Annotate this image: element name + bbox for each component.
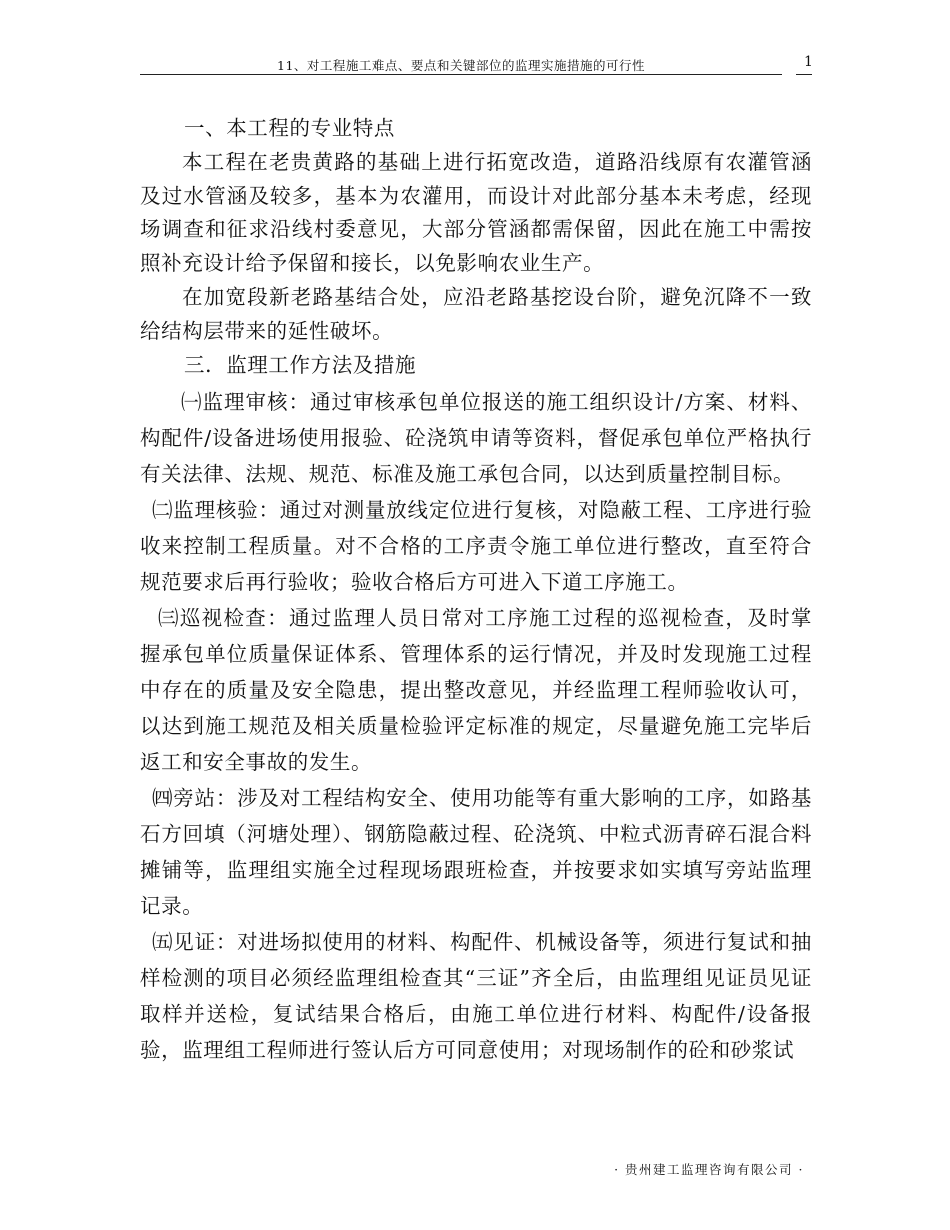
page-number-rule [796, 74, 812, 75]
header-rule [140, 74, 782, 75]
paragraph-2: 在加宽段新老路基结合处，应沿老路基挖设台阶，避免沉降不一致给结构层带来的延性破坏。 [140, 284, 812, 343]
document-body [140, 112, 812, 1068]
page-header [140, 54, 813, 75]
paragraph-1: 本工程在老贵黄路的基础上进行拓宽改造，道路沿线原有农灌管涵及过水管涵及较多，基本为农灌用，而设计对此部分基本未考虑，经现场调查和征求沿线村委意见，大部分管涵都需保留，因此在施工中需按照补充设计给予保留和接长，以免影响农业生产。 [140, 149, 812, 276]
footer-company: · 贵州建工监理咨询有限公司 · [614, 1162, 804, 1177]
item-inspection: ㈢巡视检查：通过监理人员日常对工序施工过程的巡视检查，及时掌握承包单位质量保证体系、管理体系的运行情况，并及时发现施工过程中存在的质量及安全隐患，提出整改意见，并经监理工程师验收认可，以达到施工规范及相关质量检验评定标准的规定，尽量避免施工完毕后返工和安全事故的发生。 [140, 606, 812, 775]
item-verification: ㈡监理核验：通过对测量放线定位进行复核，对隐蔽工程、工序进行验收来控制工程质量。对不合格的工序责令施工单位进行整改，直至符合规范要求后再行验收；验收合格后方可进入下道工序施工。 [140, 498, 812, 595]
page-number: 1 [804, 54, 813, 70]
item-review: ㈠监理审核：通过审核承包单位报送的施工组织设计/方案、材料、构配件/设备进场使用报验、砼浇筑申请等资料，督促承包单位严格执行有关法律、法规、规范、标准及施工承包合同，以达到质量控制目标。 [140, 390, 812, 487]
item-witness: ㈤见证：对进场拟使用的材料、构配件、机械设备等，须进行复试和抽样检测的项目必须经监理组检查其“三证”齐全后，由监理组见证员见证取样并送检，复试结果合格后，由施工单位进行材料、构配件/设备报验，监理组工程师进行签认后方可同意使用；对现场制作的砼和砂浆试 [140, 930, 812, 1063]
header-title: 11、对工程施工难点、要点和关键部位的监理实施措施的可行性 [277, 58, 645, 73]
section-heading-1: 一、本工程的专业特点 [184, 116, 395, 140]
item-side-station: ㈣旁站：涉及对工程结构安全、使用功能等有重大影响的工序，如路基石方回填（河塘处理）、钢筋隐蔽过程、砼浇筑、中粒式沥青碎石混合料摊铺等，监理组实施全过程现场跟班检查，并按要求如实填写旁站监理记录。 [140, 786, 812, 919]
section-heading-3: 三．监理工作方法及措施 [184, 352, 417, 377]
